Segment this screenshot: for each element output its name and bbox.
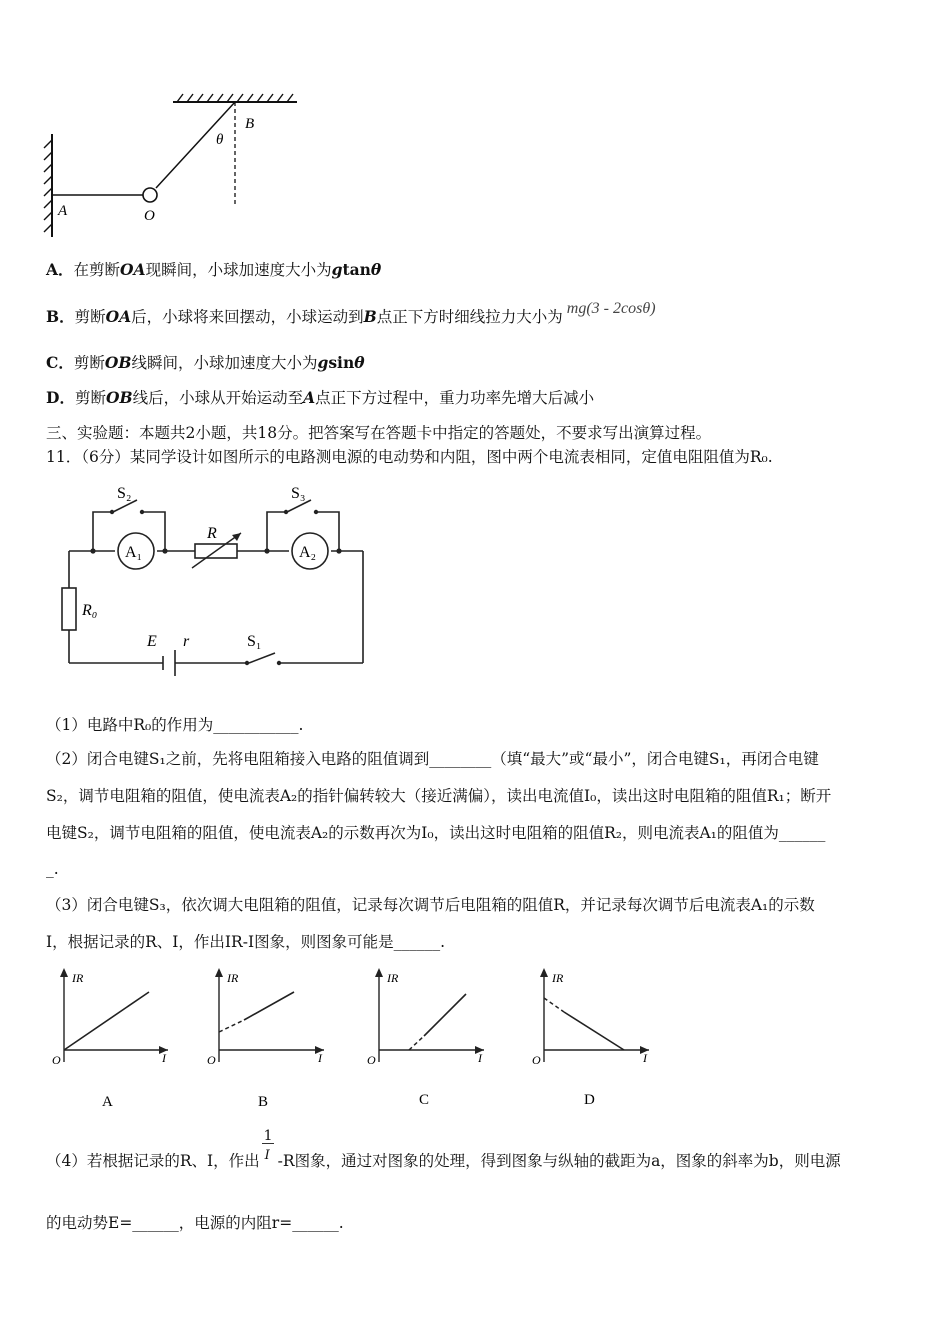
graph-A-ylabel: IR	[72, 971, 84, 985]
graphs-figure	[44, 962, 664, 1112]
label-A: A	[58, 203, 68, 219]
q11-part2-line4: _.	[46, 860, 59, 878]
q11-part1: （1）电路中R₀的作用为___________.	[46, 716, 304, 734]
label-A2: A₂	[299, 544, 317, 561]
label-S1: S₁	[247, 633, 262, 650]
formula-tension: mg(3 - 2cosθ)	[566, 300, 656, 317]
graph-D-ylabel: IR	[552, 971, 564, 985]
graph-C-origin: O	[367, 1053, 376, 1067]
pendulum-figure	[40, 92, 310, 242]
graph-B	[207, 968, 324, 1110]
graph-A-label: A	[102, 1094, 113, 1110]
label-S2: S₂	[117, 485, 132, 502]
graph-D-origin: O	[532, 1053, 541, 1067]
graph-B-xlabel: I	[318, 1051, 322, 1065]
label-S3: S₃	[291, 485, 306, 502]
graph-A-xlabel: I	[162, 1051, 166, 1065]
label-R: R	[207, 525, 217, 542]
graph-D-xlabel: I	[643, 1051, 647, 1065]
label-E: E	[147, 633, 157, 650]
q11-stem: 11．（6分）某同学设计如图所示的电路测电源的电动势和内阻，图中两个电流表相同，定值电阻阻值为R₀.	[46, 448, 773, 466]
label-r: r	[183, 633, 190, 650]
q11-part4-line1: （4）若根据记录的R、I，作出 $\frac{1}{I}$ -R图象，通过对图象的处理，得到图象与纵轴的截距为a，图象的斜率为b，则电源	[46, 1150, 841, 1173]
q11-part2-line3: 电键S₂，调节电阻箱的阻值，使电流表A₂的示数再次为I₀，读出这时电阻箱的阻值R₂，则电流表A₁的阻值为______	[46, 824, 826, 842]
q11-part2-line1: （2）闭合电键S₁之前，先将电阻箱接入电路的阻值调到________（填“最大”或“最小”，闭合电键S₁，再闭合电键	[46, 750, 819, 768]
graph-B-label: B	[258, 1094, 269, 1110]
q11-part3-line2: I，根据记录的R、I，作出IR-I图象，则图象可能是______.	[46, 933, 445, 951]
graph-A-origin: O	[52, 1053, 61, 1067]
circuit-figure	[55, 478, 375, 678]
q11-part2-line2: S₂，调节电阻箱的阻值，使电流表A₂的指针偏转较大（接近满偏），读出电流值I₀，读出这时电阻箱的阻值R₁；断开	[46, 787, 832, 805]
label-A1: A₁	[125, 544, 143, 561]
option-C: C．剪断OB线瞬间，小球加速度大小为gsinθ	[46, 353, 365, 372]
option-A: A．在剪断OA现瞬间，小球加速度大小为gtanθ	[46, 260, 382, 279]
option-B: B．剪断OA后，小球将来回摆动，小球运动到B点正下方时细线拉力大小为 mg(3 - 2cosθ)	[46, 300, 656, 326]
graph-C	[367, 968, 484, 1108]
graph-B-origin: O	[207, 1053, 216, 1067]
section-heading: 三、实验题：本题共2小题，共18分。把答案写在答题卡中指定的答题处，不要求写出演算过程。	[46, 424, 712, 442]
graph-D	[532, 968, 649, 1108]
option-D: D．剪断OB线后，小球从开始运动至A点正下方过程中，重力功率先增大后减小	[46, 388, 595, 407]
graph-D-label: D	[584, 1092, 595, 1108]
graph-C-xlabel: I	[478, 1051, 482, 1065]
label-theta: θ	[216, 132, 224, 148]
graph-B-ylabel: IR	[227, 971, 239, 985]
q11-part3-line1: （3）闭合电键S₃，依次调大电阻箱的阻值，记录每次调节后电阻箱的阻值R，并记录每次调节后电流表A₁的示数	[46, 896, 815, 914]
label-B: B	[245, 116, 255, 132]
label-O: O	[144, 208, 155, 224]
graph-C-ylabel: IR	[387, 971, 399, 985]
q11-part4-line2: 的电动势E=______，电源的内阻r=______.	[46, 1214, 344, 1232]
graph-A	[52, 968, 168, 1110]
label-R0: R₀	[82, 602, 98, 619]
graph-C-label: C	[419, 1092, 430, 1108]
fraction-1-over-I: $\frac{1}{I}$	[263, 1128, 273, 1163]
